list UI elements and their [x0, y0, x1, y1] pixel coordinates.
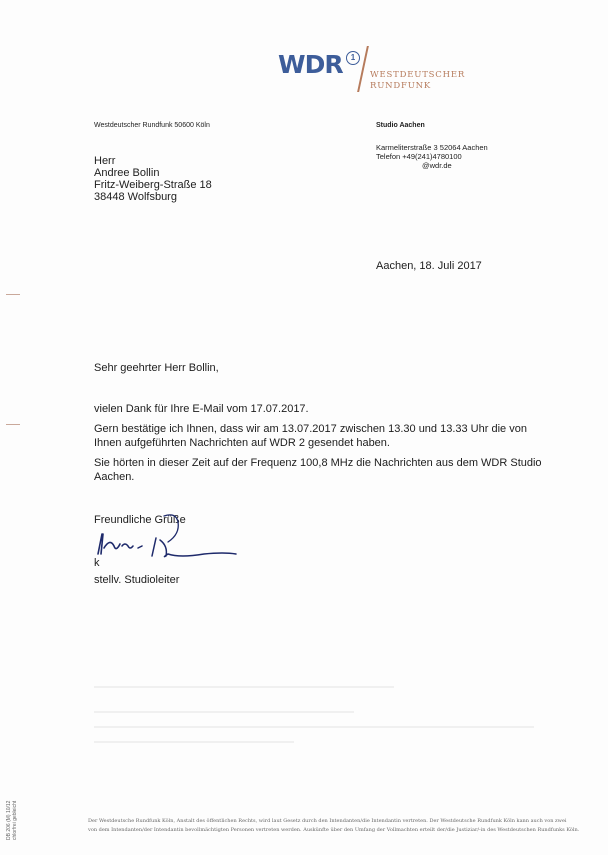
side-print-note [6, 801, 18, 840]
signatory-role: stellv. Studioleiter [94, 574, 180, 586]
punch-mark [6, 424, 20, 425]
side-note-line2: chlorfrei gebleicht [12, 800, 18, 840]
letter-date: Aachen, 18. Juli 2017 [376, 260, 482, 272]
letter-paragraph-2: Gern bestätige ich Ihnen, dass wir am 13.07.2017 zwischen 13.30 und 13.33 Uhr die von Ihnen aufgeführten Nachrichten auf WDR 2 gesendet haben. [94, 423, 527, 449]
studio-email: @wdr.de [422, 161, 452, 170]
footer-line1: Der Westdeutsche Rundfunk Köln, Anstalt des öffentlichen Rechts, wird laut Gesetz durch den Intendanten/die Intendantin vertreten. Der Westdeutsche Rundfunk Köln kann auch von zwei [88, 818, 567, 824]
show-through-line [94, 686, 394, 697]
wdr-name-line1: WESTDEUTSCHER [370, 70, 466, 80]
letter-body [94, 402, 554, 490]
show-through-line [94, 741, 294, 752]
letter-salutation: Sehr geehrter Herr Bollin, [94, 362, 219, 374]
recipient-street: Fritz-Weiberg-Straße 18 [94, 179, 212, 191]
studio-phone: Telefon +49(241)4780100 [376, 152, 462, 161]
wdr-name-line2: RUNDFUNK [370, 81, 432, 91]
side-note-line1: DB 206 (M) 10/12 [6, 800, 12, 840]
signature-initial: k [94, 557, 100, 569]
studio-address: Karmeliterstraße 3 52064 Aachen [376, 143, 488, 152]
wdr-logo-text: WDR [278, 50, 343, 79]
handwritten-signature [94, 512, 244, 562]
recipient-city: 38448 Wolfsburg [94, 191, 177, 203]
letter-paragraph-1: vielen Dank für Ihre E-Mail vom 17.07.2017. [94, 403, 309, 415]
show-through-line [94, 726, 534, 737]
studio-title: Studio Aachen [376, 122, 425, 129]
studio-address-block [376, 143, 488, 170]
footer-line2: von dem Intendanten/der Intendantin bevollmächtigten Personen vertreten werden. Auskünfte über den Umfang der Vollmachten erteilt der/die Justiziar/-in des Westdeutschen Rundfunks Köln. [88, 827, 580, 833]
ard-one-icon: 1 [346, 51, 360, 65]
sender-return-line: Westdeutscher Rundfunk 50600 Köln [94, 122, 210, 129]
show-through-line [94, 711, 354, 722]
recipient-name: Andree Bollin [94, 167, 160, 179]
recipient-title: Herr [94, 155, 116, 167]
recipient-address [94, 155, 212, 203]
letter-closing: Freundliche Grüße [94, 514, 186, 526]
wdr-logo [278, 46, 464, 96]
show-through-text [94, 680, 534, 752]
wdr-logo-name [370, 70, 465, 92]
fold-mark [6, 294, 20, 295]
logo-divider [357, 46, 369, 92]
letter-paragraph-3: Sie hörten in dieser Zeit auf der Frequenz 100,8 MHz die Nachrichten aus dem WDR Studio Aachen. [94, 457, 542, 483]
legal-footer [88, 817, 588, 835]
